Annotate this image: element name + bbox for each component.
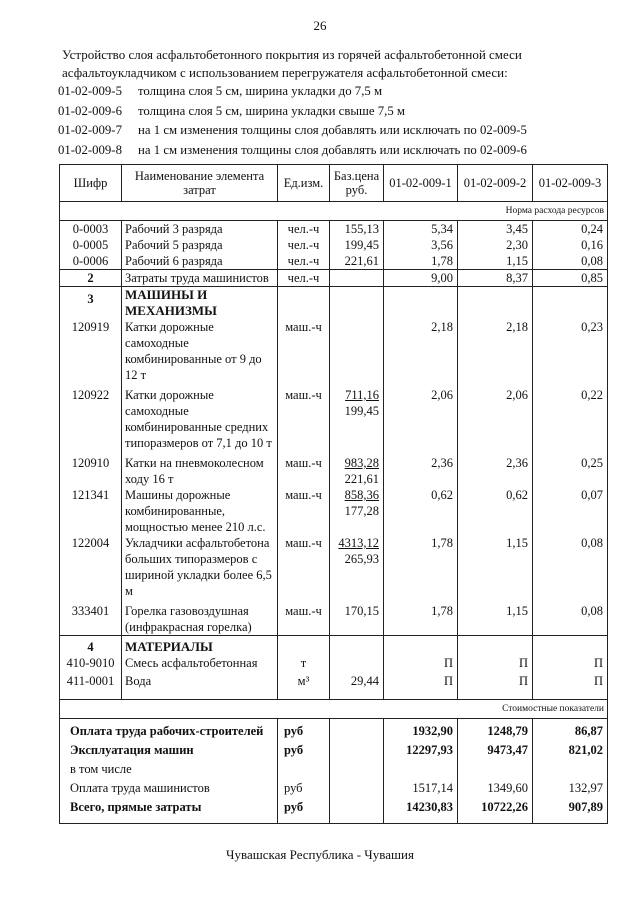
row-value-2: 1,15 [458,603,533,636]
row-value-3: 0,24 [533,221,608,238]
cost-unit: руб [278,777,330,796]
row-value-1: 1,78 [384,253,458,270]
price-base: 199,45 [344,404,379,418]
cost-value-1: 1517,14 [384,777,458,796]
row-value-3: 0,08 [533,603,608,636]
row-value-2: 1,15 [458,253,533,270]
row-value-2: 2,18 [458,319,533,383]
row-unit: маш.-ч [278,387,330,451]
row-code: 121341 [60,487,122,535]
table-row [60,655,608,671]
cost-value-3: 132,97 [533,777,608,796]
row-code: 0-0006 [60,253,122,270]
row-code: 120910 [60,455,122,487]
cost-name: в том числе [60,758,278,777]
row-value-3: 0,85 [533,270,608,287]
code-description: на 1 см изменения толщины слоя добавлять или исключать по 02-009-6 [138,142,527,157]
section-row-materials [60,636,608,656]
row-value-3: 0,25 [533,455,608,487]
code-number: 01-02-009-5 [58,84,122,98]
section-row-machines [60,287,608,320]
cost-value-2: 1248,79 [458,719,533,740]
row-code: 122004 [60,535,122,599]
price-base: 265,93 [344,552,379,566]
row-name: Рабочий 6 разряда [122,253,278,270]
col-header-price: Баз.цена руб. [330,165,384,202]
row-value-2: П [458,655,533,671]
cost-row [60,777,608,796]
price-alt: 983,28 [344,456,379,470]
cost-value-1: 1932,90 [384,719,458,740]
section-code: 3 [60,287,122,320]
row-value-1: 5,34 [384,221,458,238]
row-value-2: П [458,671,533,689]
price-alt: 4313,12 [338,536,379,550]
cost-value-2: 9473,47 [458,739,533,758]
row-name: Вода [122,671,278,689]
section-code: 4 [60,636,122,656]
row-name: Катки на пневмоколесном ходу 16 т [122,455,278,487]
row-unit: чел.-ч [278,221,330,238]
row-value-1: 1,78 [384,535,458,599]
row-unit: маш.-ч [278,455,330,487]
row-price: 221,61 [330,253,384,270]
code-number: 01-02-009-6 [58,103,122,118]
cost-unit: руб [278,719,330,740]
row-name: Машины дорожные комбинированные, мощностью менее 210 л.с. [122,487,278,535]
table-row [60,487,608,535]
row-value-3: П [533,655,608,671]
row-price [330,455,384,487]
row-value-3: 0,16 [533,237,608,253]
row-value-1: 2,06 [384,387,458,451]
row-value-2: 8,37 [458,270,533,287]
row-value-1: 2,18 [384,319,458,383]
cost-value-3: 907,89 [533,796,608,824]
row-value-2: 1,15 [458,535,533,599]
cost-name: Оплата труда машинистов [60,777,278,796]
row-value-2: 2,30 [458,237,533,253]
row-price: 199,45 [330,237,384,253]
table-row [60,603,608,636]
cost-row [60,739,608,758]
row-name: Укладчики асфальтобетона больших типоразмеров с шириной укладки более 6,5 м [122,535,278,599]
col-header-norm-2: 01-02-009-2 [458,165,533,202]
code-description: на 1 см изменения толщины слоя добавлять или исключать по 02-009-5 [138,123,527,137]
row-code: 120922 [60,387,122,451]
code-item [58,82,618,102]
row-value-3: 0,07 [533,487,608,535]
cost-unit [278,758,330,777]
row-code: 0-0003 [60,221,122,238]
cost-value-1: 14230,83 [384,796,458,824]
cost-name: Оплата труда рабочих-строителей [60,719,278,740]
row-unit: чел.-ч [278,237,330,253]
row-price [330,487,384,535]
row-code: 411-0001 [60,671,122,689]
cost-name: Эксплуатация машин [60,739,278,758]
row-value-1: П [384,671,458,689]
table-row [60,535,608,599]
row-code: 410-9010 [60,655,122,671]
col-header-name: Наименование элемента затрат [122,165,278,202]
row-name: Горелка газовоздушная (инфракрасная горелка) [122,603,278,636]
row-value-3: 0,08 [533,535,608,599]
norm-label: Норма расхода ресурсов [60,202,608,221]
code-item [58,121,618,141]
row-unit: маш.-ч [278,487,330,535]
table-row [60,387,608,451]
row-price: 170,15 [330,603,384,636]
cost-value-1: 12297,93 [384,739,458,758]
cost-value-3 [533,758,608,777]
cost-label: Стоимостные показатели [60,700,608,719]
row-value-2: 2,06 [458,387,533,451]
row-unit: маш.-ч [278,535,330,599]
row-price [330,535,384,599]
cost-value-2: 10722,26 [458,796,533,824]
code-number: 01-02-009-8 [58,142,122,157]
cost-unit: руб [278,796,330,824]
col-header-code: Шифр [60,165,122,202]
section-title: Устройство слоя асфальтобетонного покрытия из горячей асфальтобетонной смеси асфальтоукладчиком с использованием перегружателя асфальтобетонной смеси: [62,47,522,80]
row-price: 155,13 [330,221,384,238]
row-unit: чел.-ч [278,270,330,287]
cost-label-row [60,700,608,719]
row-name: Рабочий 3 разряда [122,221,278,238]
row-value-3: П [533,671,608,689]
row-value-3: 0,23 [533,319,608,383]
table-row-machinist [60,270,608,287]
row-price [330,270,384,287]
code-item [58,102,618,122]
page-number: 26 [313,18,327,33]
code-description: толщина слоя 5 см, ширина укладки свыше 7,5 м [138,103,406,118]
row-value-2: 0,62 [458,487,533,535]
row-code: 333401 [60,603,122,636]
section-title-machines: МАШИНЫ И МЕХАНИЗМЫ [122,287,278,320]
cost-value-3: 86,87 [533,719,608,740]
price-alt: 711,16 [345,388,379,402]
row-unit: т [278,655,330,671]
col-header-unit: Ед.изм. [278,165,330,202]
col-header-norm-3: 01-02-009-3 [533,165,608,202]
row-unit: м³ [278,671,330,689]
table-row [60,237,608,253]
code-description: толщина слоя 5 см, ширина укладки до 7,5 м [138,84,383,98]
cost-row [60,719,608,740]
price-alt: 858,36 [344,488,379,502]
row-name: Катки дорожные самоходные комбинированные от 9 до 12 т [122,319,278,383]
row-name: Смесь асфальтобетонная [122,655,278,671]
row-name: Затраты труда машинистов [122,270,278,287]
cost-name: Всего, прямые затраты [60,796,278,824]
row-value-1: 9,00 [384,270,458,287]
table-row [60,221,608,238]
cost-row [60,758,608,777]
cost-row [60,796,608,824]
row-name: Рабочий 5 разряда [122,237,278,253]
cost-value-3: 821,02 [533,739,608,758]
col-header-norm-1: 01-02-009-1 [384,165,458,202]
row-name: Катки дорожные самоходные комбинированные средних типоразмеров от 7,1 до 10 т [122,387,278,451]
cost-value-2 [458,758,533,777]
row-unit: маш.-ч [278,603,330,636]
row-price [330,655,384,671]
row-value-1: 0,62 [384,487,458,535]
norm-label-row [60,202,608,221]
row-code: 2 [60,270,122,287]
table-header-row [60,165,608,202]
code-list [58,82,618,160]
table-row [60,671,608,689]
row-value-2: 3,45 [458,221,533,238]
row-unit: чел.-ч [278,253,330,270]
resource-table [59,164,608,824]
row-value-1: П [384,655,458,671]
row-code: 0-0005 [60,237,122,253]
row-price [330,387,384,451]
row-value-1: 1,78 [384,603,458,636]
table-row [60,319,608,383]
section-title-materials: МАТЕРИАЛЫ [122,636,278,656]
price-base: 221,61 [344,472,379,486]
code-number: 01-02-009-7 [58,123,122,137]
row-unit: маш.-ч [278,319,330,383]
row-value-1: 2,36 [384,455,458,487]
cost-value-1 [384,758,458,777]
row-price: 29,44 [330,671,384,689]
cost-unit: руб [278,739,330,758]
table-row [60,253,608,270]
table-row [60,455,608,487]
row-code: 120919 [60,319,122,383]
price-base: 177,28 [344,504,379,518]
cost-value-2: 1349,60 [458,777,533,796]
row-price [330,319,384,383]
page-footer: Чувашская Республика - Чувашия [226,847,414,862]
row-value-2: 2,36 [458,455,533,487]
row-value-3: 0,08 [533,253,608,270]
row-value-3: 0,22 [533,387,608,451]
row-value-1: 3,56 [384,237,458,253]
code-item [58,141,618,161]
